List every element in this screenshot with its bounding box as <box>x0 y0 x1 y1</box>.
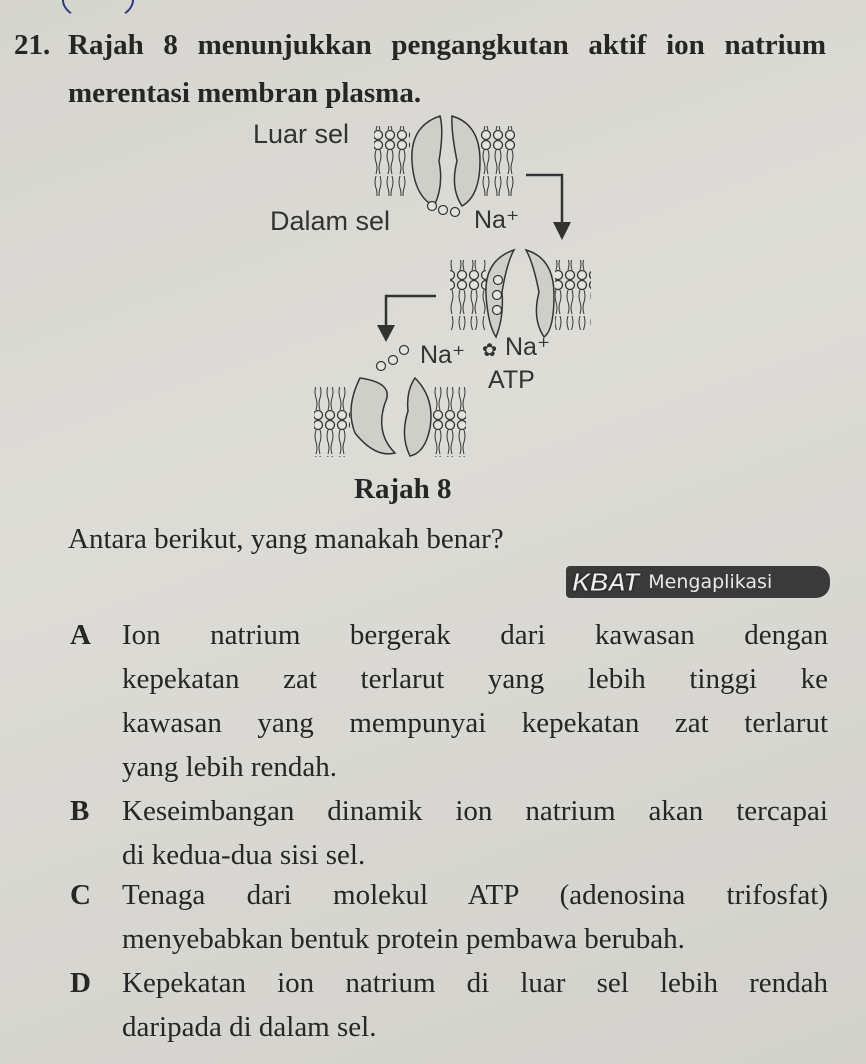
option-text-line: Ion natrium bergerak dari kawasan dengan <box>122 619 828 651</box>
arrow-step-1 <box>526 175 562 228</box>
carrier-protein <box>412 116 480 206</box>
lipid-bilayer <box>374 126 410 196</box>
lipid-bilayer <box>314 387 350 457</box>
option-text-line: kawasan yang mempunyai kepekatan zat terlarut <box>122 707 828 739</box>
arrowhead-icon <box>553 222 571 240</box>
sodium-ions <box>377 346 409 371</box>
figure-sodium-pump-diagram <box>0 0 866 480</box>
option-text-line: Tenaga dari molekul ATP (adenosina trifosfat) <box>122 879 828 911</box>
label-outside-cell: Luar sel <box>253 119 350 149</box>
option-letter: A <box>70 619 91 651</box>
sodium-ions <box>493 276 503 315</box>
arrowhead-icon <box>377 325 395 342</box>
kbat-badge <box>566 566 830 598</box>
option-text-line: kepekatan zat terlarut yang lebih tinggi ke <box>122 663 828 695</box>
option-letter: C <box>70 879 91 911</box>
label-na-1: Na⁺ <box>474 206 520 234</box>
question-number: 21. <box>14 29 51 61</box>
label-atp: ATP <box>488 366 535 394</box>
question-stem-line-1: Rajah 8 menunjukkan pengangkutan aktif ion natrium <box>68 29 826 61</box>
sodium-ions <box>428 202 460 217</box>
option-letter: B <box>70 795 90 827</box>
label-inside-cell: Dalam sel <box>270 206 391 236</box>
lipid-bilayer <box>555 260 591 330</box>
option-text-line: Keseimbangan dinamik ion natrium akan tercapai <box>122 795 828 827</box>
label-na-2: Na⁺ <box>420 341 466 369</box>
figure-caption-text: Rajah 8 <box>354 473 452 505</box>
option-text-line: di kedua-dua sisi sel. <box>122 839 366 871</box>
option-letter: D <box>70 967 91 999</box>
carrier-protein <box>351 378 431 456</box>
question-stem-line-2: merentasi membran plasma. <box>68 77 422 109</box>
question-prompt: Antara berikut, yang manakah benar? <box>68 523 504 555</box>
lipid-bilayer <box>450 260 486 330</box>
lipid-bilayer <box>480 126 516 196</box>
option-text-line: yang lebih rendah. <box>122 751 338 783</box>
kbat-level-label: Mengaplikasi <box>648 571 773 593</box>
atp-star-icon: ✿ <box>482 340 498 360</box>
option-text-line: menyebabkan bentuk protein pembawa berubah. <box>122 923 685 955</box>
option-text-line: daripada di dalam sel. <box>122 1011 377 1043</box>
kbat-logo: KBAT <box>572 566 639 597</box>
option-text-line: Kepekatan ion natrium di luar sel lebih rendah <box>122 967 828 999</box>
lipid-bilayer <box>430 387 466 457</box>
arrow-step-2 <box>386 296 436 330</box>
label-na-3: Na⁺ <box>505 333 551 361</box>
